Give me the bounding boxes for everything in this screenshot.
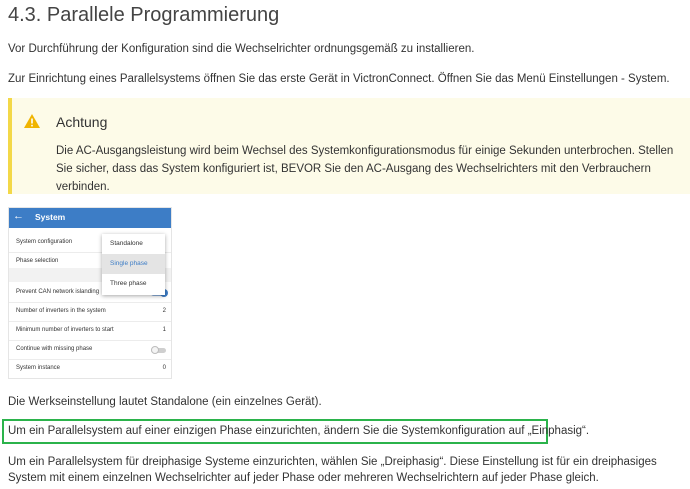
row-label: System instance	[16, 365, 61, 371]
system-instance-row[interactable]	[9, 360, 172, 379]
page-title: 4.3. Parallele Programmierung	[8, 4, 280, 26]
intro-paragraph-2: Zur Einrichtung eines Parallelsystems öffnen Sie das erste Gerät in VictronConnect. Öffnen Sie das Menü Einstellungen - System.	[8, 73, 670, 85]
continue-missing-phase-row[interactable]	[9, 341, 172, 360]
dropdown-option-standalone[interactable]: Standalone	[110, 240, 143, 247]
app-bar	[9, 208, 172, 228]
app-screenshot	[8, 207, 172, 379]
app-bar-title: System	[35, 212, 66, 222]
toggle-switch[interactable]	[151, 346, 159, 354]
row-label: Number of inverters in the system	[16, 308, 106, 314]
row-label: Prevent CAN network islanding	[16, 289, 100, 295]
three-phase-note: Um ein Parallelsystem für dreiphasige Systeme einzurichten, wählen Sie „Dreiphasig“. Diese Einstellung ist für ein dreiphasiges System mit einem einzelnen Wechselrichter auf jeder Phase oder mehreren Wechselrichtern auf jeder Phase gleich.	[8, 456, 657, 484]
back-arrow-icon[interactable]: ←	[13, 210, 24, 222]
warning-triangle-icon	[24, 114, 40, 128]
row-value: 2	[162, 308, 166, 314]
row-label: Minimum number of inverters to start	[16, 327, 114, 333]
number-of-inverters-row[interactable]	[9, 303, 172, 322]
row-label: Continue with missing phase	[16, 346, 93, 352]
single-phase-note: Um ein Parallelsystem auf einer einzigen Phase einzurichten, ändern Sie die Systemkonfiguration auf „Einphasig“.	[8, 425, 590, 437]
row-value: 0	[162, 365, 166, 371]
row-label: Phase selection	[16, 258, 59, 264]
dropdown-option-single-phase[interactable]: Single phase	[102, 254, 165, 274]
min-inverters-row[interactable]	[9, 322, 172, 341]
default-setting-note: Die Werkseinstellung lautet Standalone (ein einzelnes Gerät).	[8, 396, 322, 408]
row-label: System configuration	[16, 239, 73, 245]
intro-paragraph-1: Vor Durchführung der Konfiguration sind die Wechselrichter ordnungsgemäß zu installieren.	[8, 43, 475, 55]
warning-callout	[8, 98, 690, 194]
warning-title: Achtung	[56, 114, 108, 130]
system-configuration-dropdown[interactable]	[102, 234, 165, 295]
dropdown-option-three-phase[interactable]: Three phase	[110, 280, 147, 287]
warning-body: Die AC-Ausgangsleistung wird beim Wechsel des Systemkonfigurationsmodus für einige Sekunden unterbrochen. Stellen Sie sicher, dass das System konfiguriert ist, BEVOR Sie den AC-Ausgang des Wechselrichters mit den Verbrauchern verbinden.	[56, 145, 674, 193]
row-value: 1	[162, 327, 166, 333]
